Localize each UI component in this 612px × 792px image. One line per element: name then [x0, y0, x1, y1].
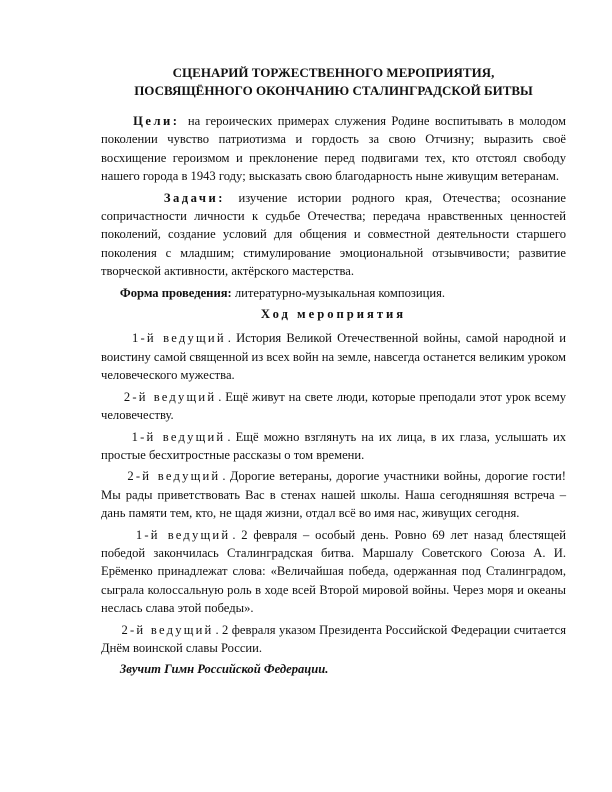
speaker-label: 2-й ведущий	[123, 389, 217, 404]
dialogue-text: . 2 февраля указом Президента Российской Федерации считается Днём воинской славы России.	[101, 622, 566, 655]
dialogue-line	[101, 388, 566, 425]
form-text: литературно-музыкальная композиция.	[234, 285, 446, 300]
dialogue-text: . Дорогие ветераны, дорогие участники войны, дорогие гости! Мы рады приветствовать Вас в стенах нашей школы. Наша сегодняшняя встреча – дань памяти тем, кто, не щадя жизни, отдал всё во имя нас, живущих сегодня.	[101, 469, 566, 521]
dialogue-text: . 2 февраля – особый день. Ровно 69 лет назад блестящей победой закончилась Сталинградская битва. Маршалу Советского Союза А. И. Ерёменко принадлежат слова: «Величайшая победа, одержанная под Сталинградом, сыграла колоссальную роль в ходе всей Второй мировой войны. Через моря и океаны неслась слава этой победы».	[101, 527, 566, 616]
document-title	[101, 64, 566, 100]
goals-text: на героических примерах служения Родине воспитывать в молодом поколении чувство патриотизма и гордость за свою Отчизну; выразить своё восхищение героизмом и преклонение перед подвигами тех, кто отстоял свободу нашего города в 1943 году; высказать свою благодарность ныне живущим ветеранам.	[101, 114, 567, 184]
dialogue-text: . История Великой Отечественной войны, самой народной и воистину самой священной из всех войн на земле, навсегда останется великим уроком человеческого мужества.	[101, 331, 566, 383]
dialogue-line	[101, 467, 566, 522]
tasks-label: Задачи:	[163, 190, 225, 205]
closing-note-text: Звучит Гимн Российской Федерации.	[119, 662, 329, 677]
speaker-label: 2-й ведущий	[127, 469, 221, 484]
speaker-label: 1-й ведущий	[131, 331, 226, 346]
tasks-text: изучение истории родного края, Отечества; осознание сопричастности личности к судьбе Отечества; передача нравственных ценностей поколений, создание условий для общения и совместной деятельности старшего поколения с младшим; стимулирование эмоциональной отзывчивости; развитие творческой активности, актёрского мастерства.	[101, 190, 566, 279]
dialogue-line	[101, 428, 566, 465]
dialogue-line	[101, 621, 566, 658]
dialogue-text: . Ещё можно взглянуть на их лица, в их глаза, услышать их простые бесхитростные рассказы о том времени.	[101, 429, 566, 462]
form-label: Форма проведения:	[119, 285, 232, 300]
tasks-paragraph	[101, 189, 566, 281]
form-paragraph	[101, 284, 566, 302]
section-heading: Ход мероприятия	[260, 307, 407, 322]
speaker-label: 2-й ведущий	[121, 622, 214, 637]
closing-note	[101, 660, 566, 678]
dialogue-line	[101, 329, 566, 384]
title-line-2: ПОСВЯЩЁННОГО ОКОНЧАНИЮ СТАЛИНГРАДСКОЙ БИТВЫ	[134, 83, 533, 98]
dialogue-line	[101, 526, 566, 618]
dialogue-text: . Ещё живут на свете люди, которые преподали этот урок всему человечеству.	[101, 389, 566, 423]
goals-label: Цели:	[133, 114, 180, 128]
goals-paragraph	[101, 112, 566, 186]
speaker-label: 1-й ведущий	[135, 527, 231, 542]
speaker-label: 1-й ведущий	[131, 429, 226, 444]
title-line-1: СЦЕНАРИЙ ТОРЖЕСТВЕННОГО МЕРОПРИЯТИЯ,	[172, 65, 495, 80]
